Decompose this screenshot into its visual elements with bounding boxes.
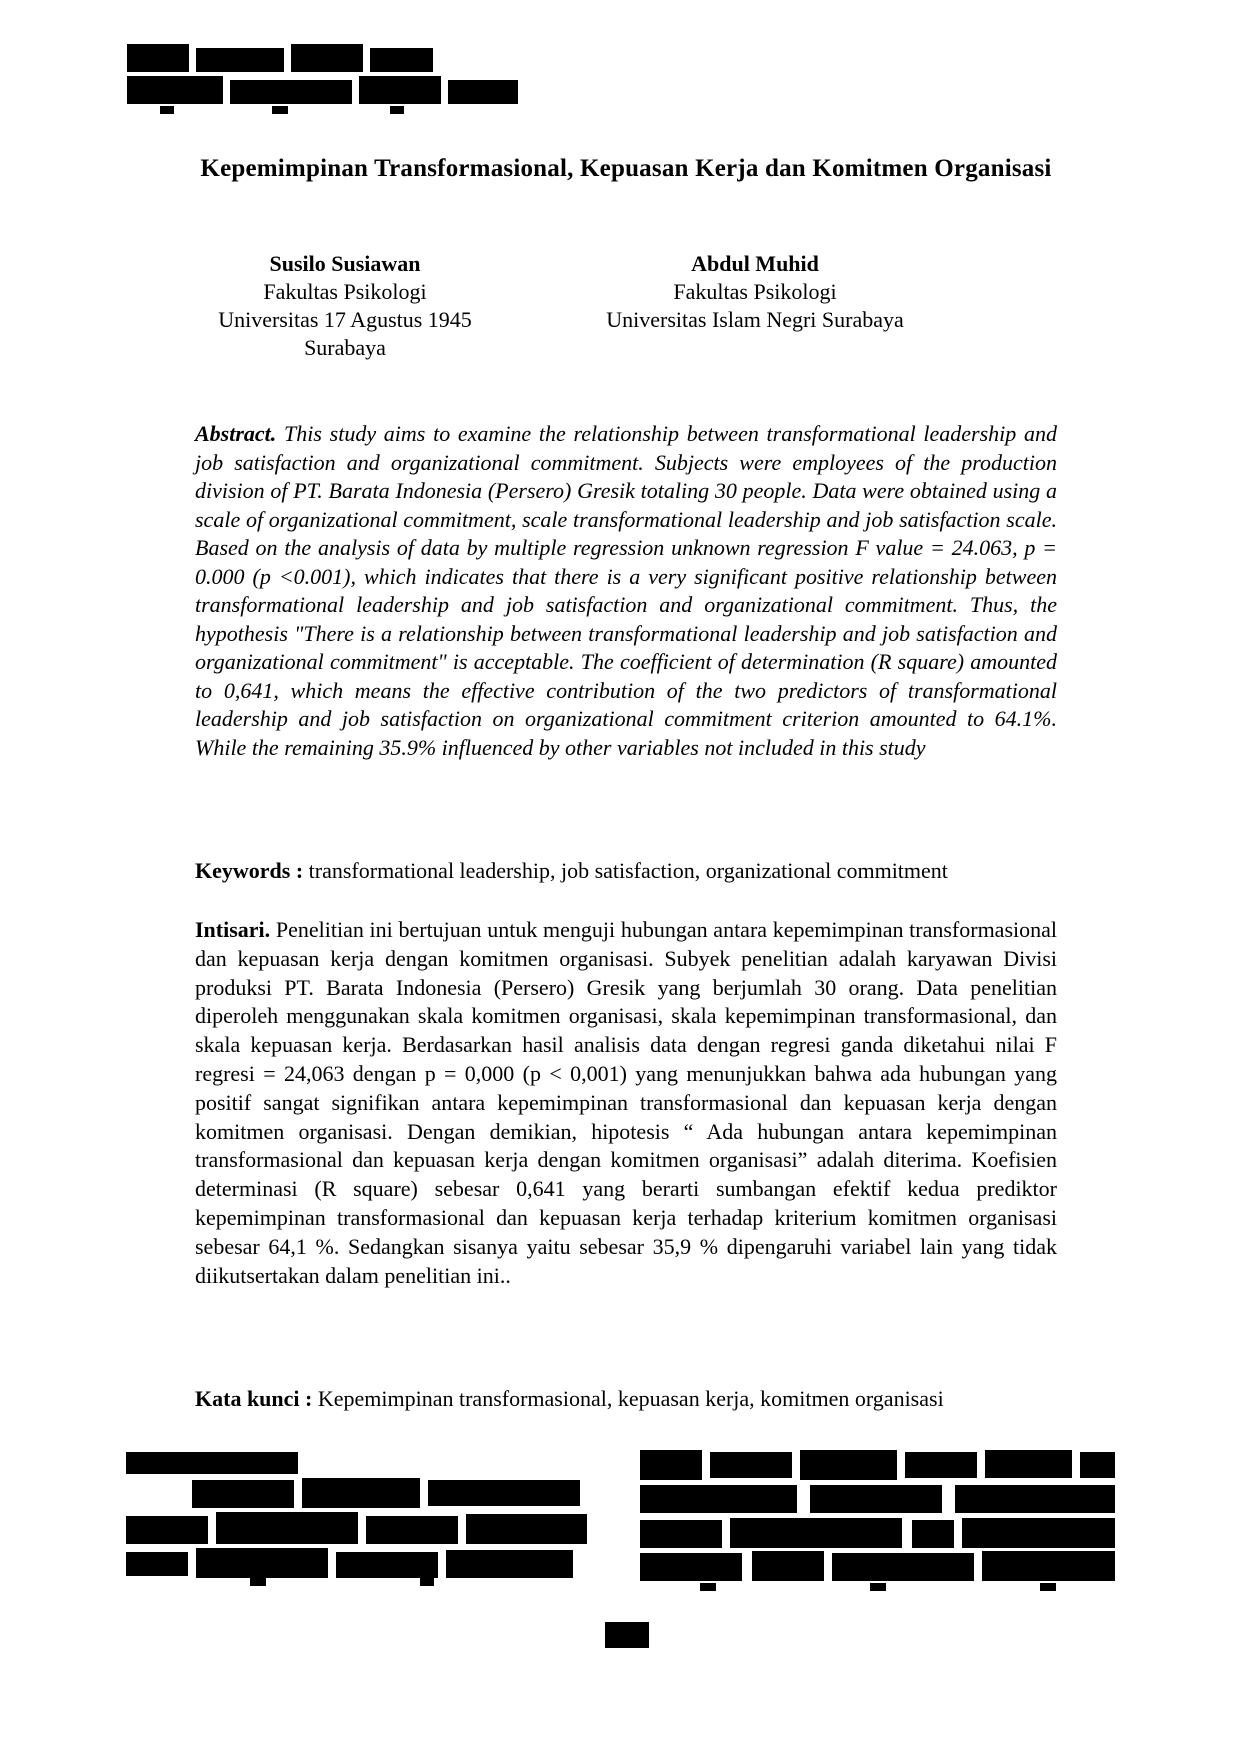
redacted-reference-block: [800, 1450, 897, 1480]
author-affiliation-line: Fakultas Psikologi: [673, 279, 837, 304]
author-name: Susilo Susiawan: [269, 251, 421, 276]
keywords-text: transformational leadership, job satisfaction, organizational commitment: [308, 858, 948, 883]
abstract-paragraph: [195, 420, 1057, 762]
redacted-journal-header-block: [448, 80, 518, 104]
author-affiliation-line: Universitas Islam Negri Surabaya: [606, 307, 904, 332]
redacted-journal-header-block: [291, 44, 363, 72]
redacted-reference-block: [126, 1552, 188, 1576]
redacted-reference-block: [446, 1550, 573, 1578]
redacted-reference-block: [640, 1553, 742, 1581]
redacted-reference-block: [196, 1548, 328, 1578]
redacted-reference-block: [710, 1452, 792, 1478]
redacted-reference-block: [912, 1520, 954, 1548]
redacted-reference-block: [466, 1514, 587, 1544]
redacted-reference-block: [810, 1485, 942, 1513]
redacted-reference-block: [730, 1518, 902, 1548]
redacted-page-number-block: [605, 1622, 649, 1648]
abstract-label: Abstract.: [195, 421, 277, 446]
redacted-reference-block: [126, 1452, 298, 1474]
kata-kunci-label: Kata kunci :: [195, 1386, 313, 1411]
redacted-journal-header-block: [359, 76, 441, 104]
redacted-reference-block: [962, 1518, 1115, 1548]
redacted-reference-block: [985, 1450, 1072, 1478]
intisari-label: Intisari.: [195, 917, 271, 942]
redacted-reference-block: [366, 1516, 458, 1544]
author-affiliation-line: Surabaya: [304, 335, 386, 360]
author-affiliation-line: Universitas 17 Agustus 1945: [218, 307, 472, 332]
redacted-reference-block: [752, 1551, 824, 1581]
redacted-reference-block: [700, 1583, 716, 1591]
redacted-reference-block: [216, 1512, 358, 1544]
author-block-2: [545, 250, 965, 362]
redacted-reference-block: [420, 1578, 434, 1586]
kata-kunci-line: [195, 1386, 1095, 1412]
redacted-journal-header-block: [127, 44, 189, 72]
redacted-journal-header-block: [127, 76, 223, 104]
redacted-journal-header-block: [272, 106, 288, 114]
intisari-text: Penelitian ini bertujuan untuk menguji hubungan antara kepemimpinan transformasional dan kepuasan kerja dengan komitmen organisasi. Subyek penelitian adalah karyawan Divisi produksi PT. Barata Indonesia (Persero) Gresik yang berjumlah 30 orang. Data penelitian diperoleh menggunakan skala komitmen organisasi, skala kepemimpinan transformasional, dan skala kepuasan kerja. Berdasarkan hasil analisis data dengan regresi ganda diketahui nilai F regresi = 24,063 dengan p = 0,000 (p < 0,001) yang menunjukkan bahwa ada hubungan yang positif sangat signifikan antara kepemimpinan transformasional dan kepuasan kerja dengan komitmen organisasi. Dengan demikian, hipotesis “ Ada hubungan antara kepemimpinan transformasional dan kepuasan kerja dengan komitmen organisasi” adalah diterima. Koefisien determinasi (R square) sebesar 0,641 yang berarti sumbangan efektif kedua prediktor kepemimpinan transformasional dan kepuasan kerja terhadap kriterium komitmen organisasi sebesar 64,1 %. Sedangkan sisanya yaitu sebesar 35,9 % dipengaruhi variabel lain yang tidak diikutsertakan dalam penelitian ini..: [195, 917, 1058, 1288]
redacted-reference-block: [1080, 1452, 1115, 1478]
keywords-line: [195, 858, 1095, 884]
redacted-reference-block: [905, 1452, 977, 1478]
redacted-journal-header-block: [370, 48, 433, 72]
redacted-reference-block: [428, 1480, 580, 1506]
redacted-journal-header-block: [230, 80, 352, 104]
keywords-label: Keywords :: [195, 858, 304, 883]
redacted-reference-block: [640, 1450, 702, 1480]
redacted-reference-block: [832, 1553, 974, 1581]
redacted-reference-block: [126, 1516, 208, 1544]
redacted-reference-block: [870, 1583, 886, 1591]
authors-section: [195, 250, 1057, 362]
article-title: Kepemimpinan Transformasional, Kepuasan Kerja dan Komitmen Organisasi: [200, 155, 1052, 182]
author-name: Abdul Muhid: [691, 251, 819, 276]
redacted-reference-block: [336, 1552, 438, 1578]
redacted-reference-block: [1040, 1583, 1056, 1591]
redacted-reference-block: [192, 1480, 294, 1508]
author-affiliation-line: Fakultas Psikologi: [263, 279, 427, 304]
abstract-text: This study aims to examine the relationship between transformational leadership and job satisfaction and organizational commitment. Subjects were employees of the production division of PT. Barata Indonesia (Persero) Gresik totaling 30 people. Data were obtained using a scale of organizational commitment, scale transformational leadership and job satisfaction scale. Based on the analysis of data by multiple regression unknown regression F value = 24.063, p = 0.000 (p <0.001), which indicates that there is a very significant positive relationship between transformational leadership and job satisfaction and organizational commitment. Thus, the hypothesis "There is a relationship between transformational leadership and job satisfaction and organizational commitment" is acceptable. The coefficient of determination (R square) amounted to 0,641, which means the effective contribution of the two predictors of transformational leadership and job satisfaction on organizational commitment criterion amounted to 64.1%. While the remaining 35.9% influenced by other variables not included in this study: [195, 421, 1057, 760]
redacted-journal-header-block: [390, 106, 404, 114]
redacted-reference-block: [955, 1485, 1115, 1513]
redacted-journal-header-block: [160, 106, 174, 114]
redacted-reference-block: [302, 1478, 420, 1508]
redacted-reference-block: [640, 1520, 722, 1548]
kata-kunci-text: Kepemimpinan transformasional, kepuasan kerja, komitmen organisasi: [317, 1386, 944, 1411]
author-block-1: [195, 250, 495, 362]
redacted-reference-block: [982, 1551, 1115, 1581]
redacted-journal-header-block: [196, 48, 284, 72]
redacted-reference-block: [250, 1578, 266, 1586]
redacted-reference-block: [640, 1485, 797, 1513]
intisari-paragraph: [195, 916, 1057, 1290]
